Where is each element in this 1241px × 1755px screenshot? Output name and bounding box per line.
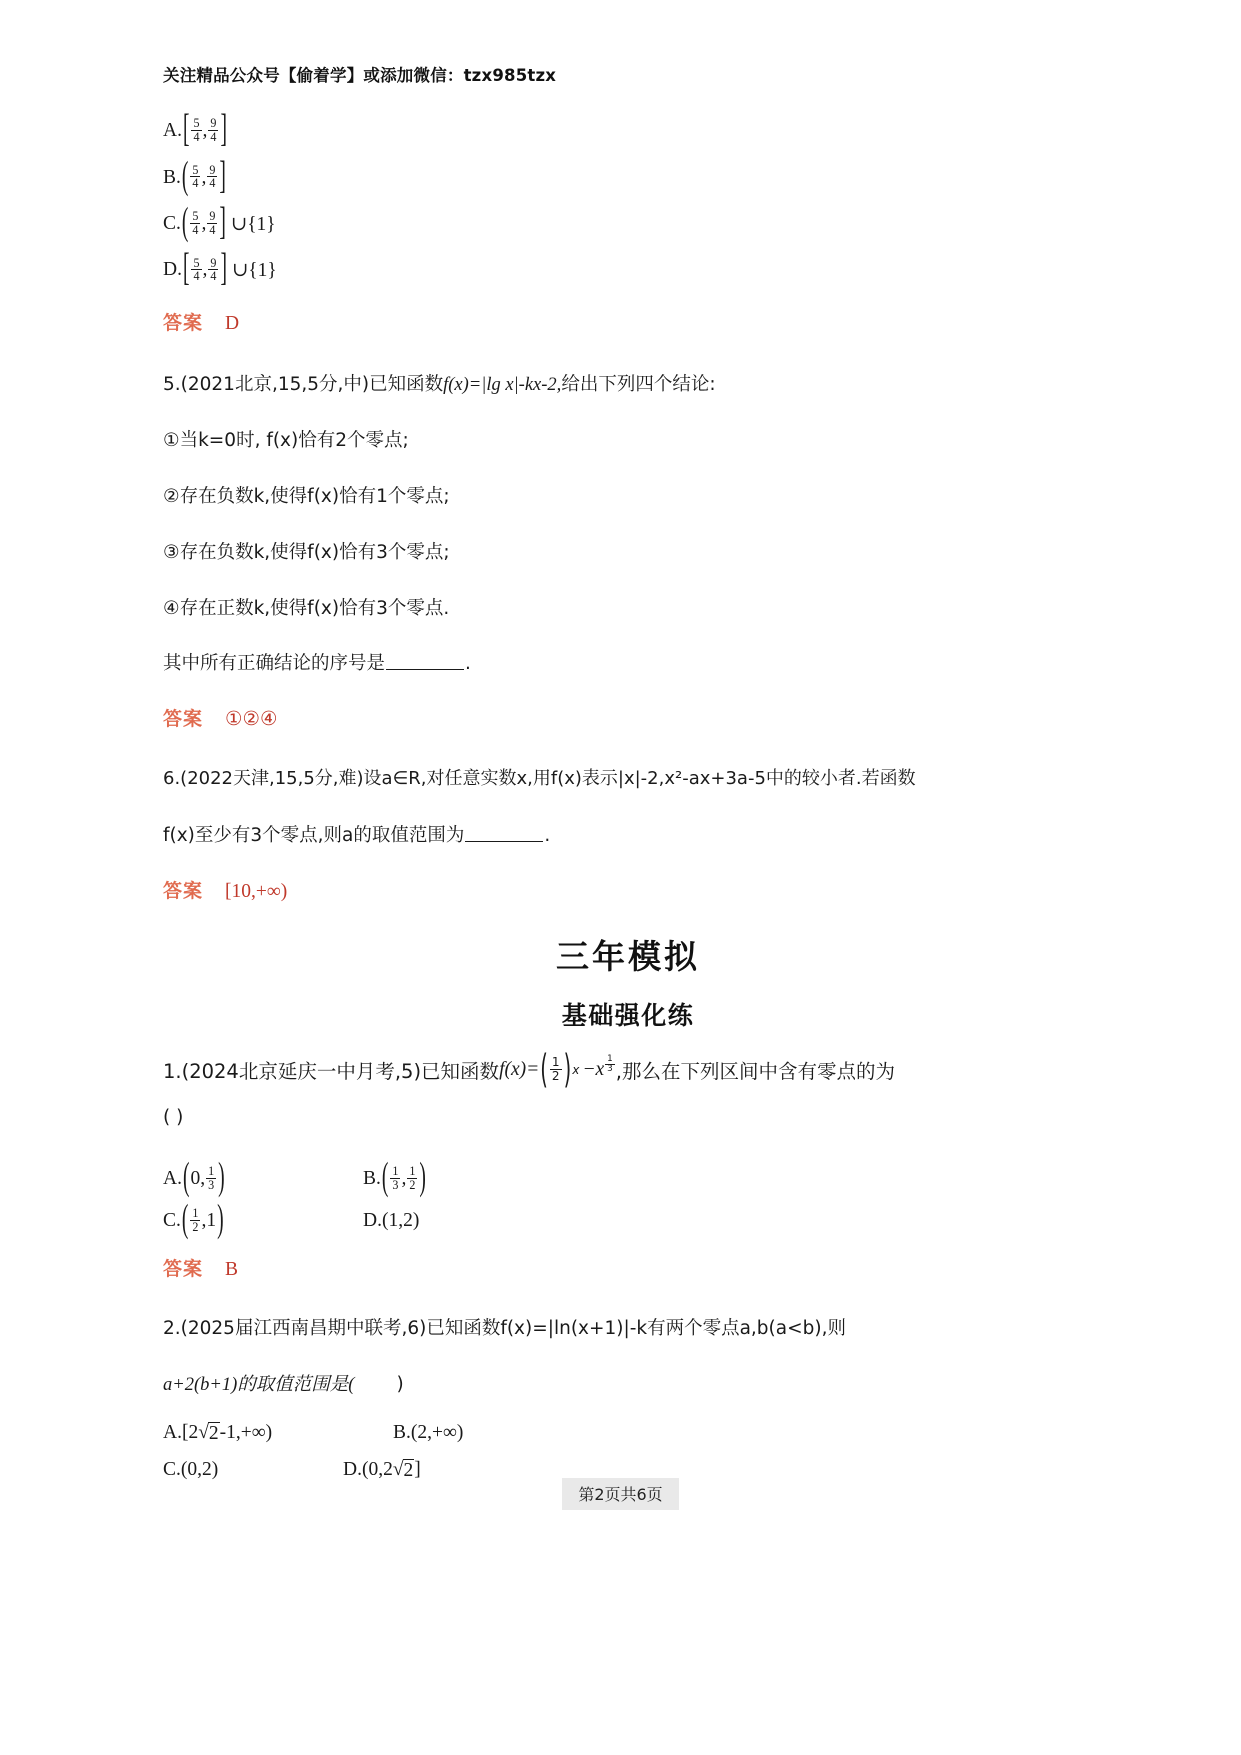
q4-option-a[interactable]	[163, 109, 1093, 152]
q6-answer	[163, 876, 1093, 903]
q5-stem	[163, 371, 1093, 400]
answer-label: 答案	[163, 1258, 204, 1281]
q5-function: f(x)=|lg x|-kx-2,	[443, 374, 562, 395]
s1-minus-x: −x	[582, 1058, 605, 1080]
s1-options-row-2	[163, 1199, 1093, 1242]
s2-options-row-1	[163, 1422, 1093, 1445]
s1-option-c[interactable]	[163, 1199, 363, 1242]
s1-exponent-x: x	[572, 1062, 580, 1077]
q5-item-1: ①当k=0时, f(x)恰有2个零点;	[163, 430, 409, 452]
s2-option-a-tail: -1,+∞)	[219, 1422, 273, 1444]
s1-option-b-label: B.	[363, 1167, 381, 1189]
s2-option-b[interactable]: B.(2,+∞)	[393, 1422, 464, 1444]
s2-option-a-radicand: 2	[208, 1422, 219, 1444]
q5-stem-tail: 给出下列四个结论:	[561, 373, 716, 395]
s1-option-a-label: A.	[163, 1167, 182, 1189]
s1-function-label: f(x)=	[499, 1058, 540, 1080]
s1-stem	[163, 1046, 1093, 1093]
q6-line-2-period: .	[544, 825, 551, 846]
s1-option-b[interactable]	[363, 1156, 427, 1199]
q5-closing-text: 其中所有正确结论的序号是	[163, 653, 386, 675]
s1-stem-suffix: ,那么在下列区间中含有零点的为	[615, 1059, 895, 1083]
fraction-nine-fourths: $\frac{9}{4}$	[210, 116, 217, 145]
q6-line-2-text: f(x)至少有3个零点,则a的取值范围为	[163, 825, 465, 846]
q5-item-3: ③存在负数k,使得f(x)恰有3个零点;	[163, 541, 450, 563]
fraction-one-half: $\frac{1}{2}$	[551, 1054, 560, 1083]
q5-answer	[163, 704, 1093, 731]
fraction-one-half: $\frac{1}{2}$	[192, 1206, 199, 1234]
fraction-nine-fourths: $\frac{9}{4}$	[210, 255, 217, 284]
q4-option-c-label: C.	[163, 212, 181, 234]
s1-option-d-label: D.	[363, 1210, 382, 1232]
q4-option-d-union: ∪{1}	[231, 260, 277, 282]
q4-answer	[163, 308, 1093, 335]
comma-separator: ,	[401, 1167, 407, 1189]
paren-close-icon: )	[217, 1199, 224, 1242]
s1-option-a-left: 0,	[190, 1167, 206, 1189]
s2-line-2-prefix: a+2(b+1)的取值范围是(	[163, 1375, 355, 1395]
q4-option-a-label: A.	[163, 120, 182, 142]
paren-close-icon: )	[419, 1156, 426, 1199]
s2-option-d-label: D.(0,2	[343, 1459, 393, 1481]
s1-options-row-1	[163, 1156, 1093, 1199]
s1-answer-bracket[interactable]: ( )	[163, 1106, 184, 1128]
fraction-one-third-exponent: $\frac{1}{3}$	[607, 1054, 613, 1075]
bracket-close-icon: ]	[220, 248, 227, 291]
fraction-nine-fourths: $\frac{9}{4}$	[209, 162, 216, 191]
paren-open-icon: (	[540, 1046, 548, 1093]
q4-option-b-label: B.	[163, 166, 181, 188]
fraction-five-fourths: $\frac{5}{4}$	[192, 162, 199, 191]
page-footer	[0, 1478, 1241, 1510]
q5-closing-period: .	[465, 653, 471, 675]
bracket-open-icon: [	[182, 109, 190, 152]
comma-separator: ,	[202, 120, 208, 142]
q4-option-d-label: D.	[163, 259, 182, 281]
s1-option-a[interactable]	[163, 1156, 363, 1199]
fraction-one-third: $\frac{1}{3}$	[208, 1163, 215, 1192]
radical-icon: √	[198, 1422, 209, 1444]
fraction-five-fourths: $\frac{5}{4}$	[193, 255, 200, 284]
s1-option-c-label: C.	[163, 1210, 181, 1232]
comma-separator: ,	[202, 259, 208, 281]
answer-label: 答案	[163, 879, 204, 902]
bracket-open-icon: [	[182, 248, 190, 291]
bracket-close-icon: ]	[220, 109, 227, 152]
q4-option-c-union: ∪{1}	[230, 213, 276, 235]
s1-answer	[163, 1254, 1093, 1281]
radical-icon: √	[392, 1459, 404, 1481]
q5-answer-blank[interactable]	[386, 652, 464, 671]
promo-header: 关注精品公众号【偷着学】或添加微信：tzx985tzx	[163, 66, 557, 85]
paren-close-icon: )	[563, 1046, 572, 1093]
s2-line-2-suffix: )	[396, 1374, 404, 1395]
paren-close-icon: )	[218, 1156, 225, 1199]
s2-option-c[interactable]: C.(0,2)	[163, 1459, 219, 1481]
paren-open-icon: (	[181, 155, 189, 198]
section-subtitle-basic-practice: 基础强化练	[561, 1000, 695, 1030]
comma-separator: ,	[201, 212, 207, 234]
s2-line-1: 2.(2025届江西南昌期中联考,6)已知函数f(x)=|ln(x+1)|-k有两个零点a,b(a<b),则	[163, 1318, 846, 1340]
answer-value: ①②④	[225, 709, 278, 730]
q4-option-d[interactable]	[163, 248, 1093, 291]
q4-option-c[interactable]	[163, 201, 1093, 244]
fraction-five-fourths: $\frac{5}{4}$	[192, 209, 199, 237]
paren-open-icon: (	[181, 1199, 189, 1242]
q5-closing	[163, 650, 1093, 678]
fraction-one-half: $\frac{1}{2}$	[409, 1163, 416, 1192]
answer-value: B	[225, 1259, 239, 1281]
s2-line-2	[163, 1371, 1093, 1400]
q5-item-4: ④存在正数k,使得f(x)恰有3个零点.	[163, 597, 450, 619]
paren-open-icon: (	[181, 201, 189, 244]
q6-line-2	[163, 822, 1093, 850]
s2-option-a-label: A.[2	[163, 1422, 199, 1444]
fraction-one-third: $\frac{1}{3}$	[392, 1163, 399, 1192]
bracket-close-icon: ]	[219, 201, 226, 244]
q5-stem-text: 5.(2021北京,15,5分,中)已知函数	[163, 373, 444, 395]
q5-item-2: ②存在负数k,使得f(x)恰有1个零点;	[163, 486, 450, 507]
s1-option-d-text: (1,2)	[381, 1210, 420, 1232]
answer-label: 答案	[163, 311, 204, 334]
page-number: 第2页共6页	[562, 1478, 678, 1510]
page-content	[163, 109, 1093, 1482]
fraction-five-fourths: $\frac{5}{4}$	[193, 116, 200, 145]
q4-option-b[interactable]	[163, 155, 1093, 198]
q6-answer-blank[interactable]	[465, 823, 543, 842]
answer-value: D	[225, 312, 240, 334]
s1-stem-text: 1.(2024北京延庆一中月考,5)已知函数	[163, 1059, 500, 1083]
section-title-three-year-simulation: 三年模拟	[556, 936, 700, 976]
comma-separator: ,	[201, 166, 207, 188]
answer-label: 答案	[163, 708, 204, 730]
answer-value: [10,+∞)	[225, 880, 288, 902]
s1-option-c-right: ,1	[201, 1210, 217, 1232]
bracket-close-icon: ]	[219, 155, 226, 198]
s2-option-d-radicand: 2	[403, 1459, 414, 1481]
s1-option-d[interactable]	[363, 1210, 419, 1232]
paren-open-icon: (	[182, 1156, 190, 1199]
q6-line-1: 6.(2022天津,15,5分,难)设a∈R,对任意实数x,用f(x)表示|x|-2,x²-ax+3a-5中的较小者.若函数	[163, 768, 916, 789]
fraction-nine-fourths: $\frac{9}{4}$	[209, 209, 216, 237]
s2-option-d-tail: ]	[414, 1459, 421, 1481]
s2-option-a[interactable]	[163, 1422, 393, 1445]
paren-open-icon: (	[381, 1156, 389, 1199]
